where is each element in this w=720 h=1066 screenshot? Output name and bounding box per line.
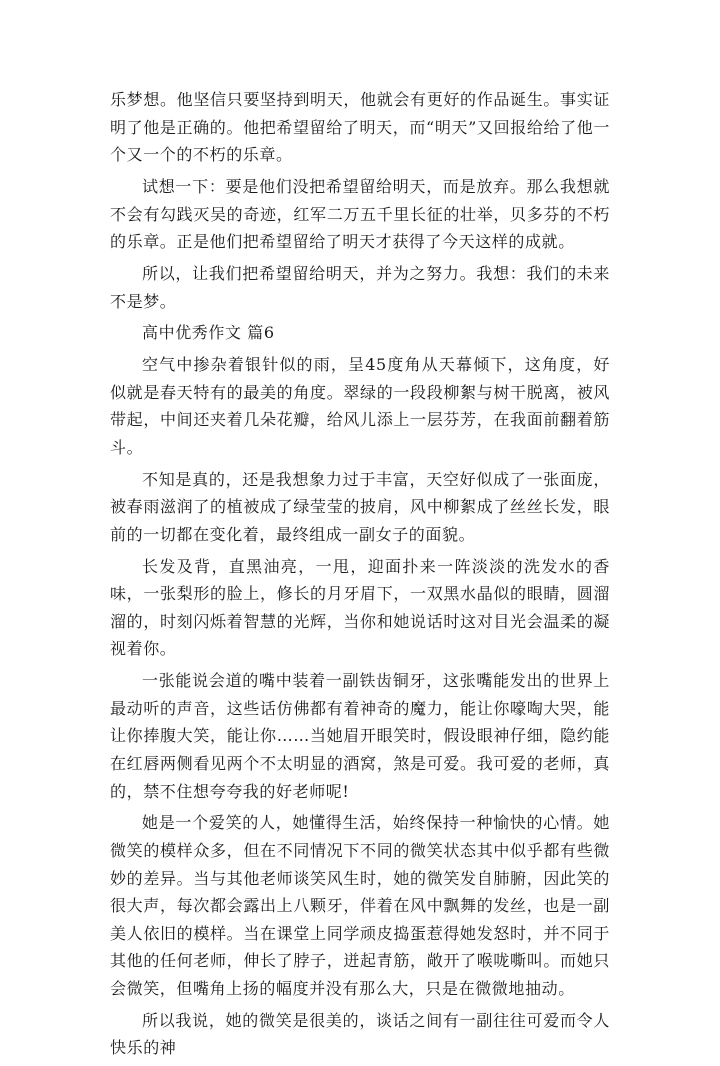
essay-paragraph: 所以我说，她的微笑是很美的，谈话之间有一副往往可爱而令人快乐的神: [110, 1010, 610, 1058]
essay-paragraph: 她是一个爱笑的人，她懂得生活，始终保持一种愉快的心情。她微笑的模样众多，但在不同情况下不同的微笑状态其中似乎都有些微妙的差异。当与其他老师谈笑风生时，她的微笑发自肺腑，因此笑的很大声，每次都会露出上八颗牙，伴着在风中飘舞的发丝，也是一副美人依旧的模样。当在课堂上同学顽皮捣蛋惹得她发怒时，并不同于其他的任何老师，伸长了脖子，迸起青筋，敞开了喉咙嘶叫。而她只会微笑，但嘴角上扬的幅度并没有那么大，只是在微微地抽动。: [110, 813, 610, 998]
section-heading: 高中优秀作文 篇6: [142, 323, 275, 343]
essay-paragraph: 不知是真的，还是我想象力过于丰富，天空好似成了一张面庞，被春雨滋润了的植被成了绿莹莹的披肩，风中柳絮成了丝丝长发，眼前的一切都在变化着，最终组成一副女子的面貌。: [110, 469, 610, 544]
essay-paragraph: 空气中掺杂着银针似的雨，呈45度角从天幕倾下，这角度，好似就是春天特有的最美的角度。翠绿的一段段柳絮与树干脱离，被风带起，中间还夹着几朵花瓣，给风儿添上一层芬芳，在我面前翻着筋斗。: [110, 355, 610, 457]
paragraph-imagine: 试想一下：要是他们没把希望留给明天，而是放弃。那么我想就不会有勾践灭吴的奇迹，红军二万五千里长征的壮举，贝多芬的不朽的乐章。正是他们把希望留给了明天才获得了今天这样的成就。: [110, 176, 610, 252]
essay-paragraph: 长发及背，直黑油亮，一甩，迎面扑来一阵淡淡的洗发水的香味，一张梨形的脸上，修长的月牙眉下，一双黑水晶似的眼睛，圆溜溜的，时刻闪烁着智慧的光辉，当你和她说话时这对目光会温柔的凝视着你。: [110, 556, 610, 659]
paragraph-conclusion: 所以，让我们把希望留给明天，并为之努力。我想：我们的未来不是梦。: [110, 263, 610, 311]
paragraph-continuation: 乐梦想。他坚信只要坚持到明天，他就会有更好的作品诞生。事实证明了他是正确的。他把希望留给了明天，而“明天”又回报给给了他一个又一个的不朽的乐章。: [110, 90, 610, 165]
document-body: [110, 86, 610, 1066]
essay-paragraph: 一张能说会道的嘴中装着一副铁齿铜牙，这张嘴能发出的世界上最动听的声音，这些话仿佛都有着神奇的魔力，能让你嚎啕大哭，能让你捧腹大笑，能让你……当她眉开眼笑时，假设眼神仔细，隐约能在红唇两侧看见两个不太明显的酒窝，煞是可爱。我可爱的老师，真的，禁不住想夸夸我的好老师呢!: [110, 671, 610, 801]
